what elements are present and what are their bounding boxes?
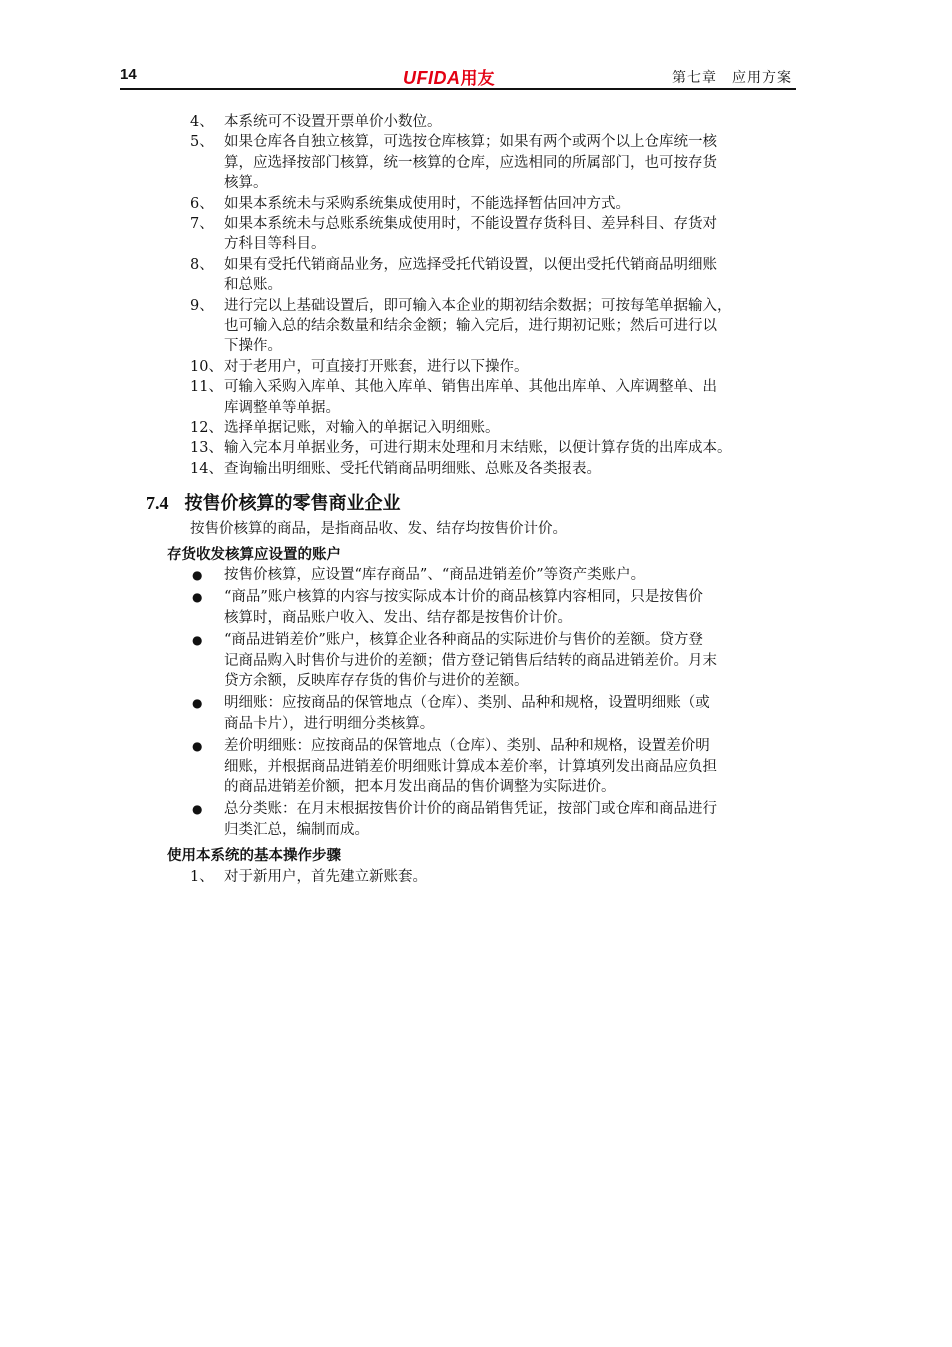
bullet-text: 的商品进销差价额，把本月发出商品的售价调整为实际进价。 <box>224 779 616 795</box>
subheading-accounts: 存货收发核算应设置的账户 <box>167 545 341 563</box>
section-intro: 按售价核算的商品，是指商品收、发、结存均按售价计价。 <box>190 521 567 538</box>
list-item-text: 对于老用户，可直接打开账套，进行以下操作。 <box>224 358 529 375</box>
bullet-icon: ● <box>192 802 203 817</box>
brand-logo-en: UFIDA <box>403 68 461 88</box>
list-item-text: 算，应选择按部门核算，统一核算的仓库，应选相同的所属部门，也可按存货 <box>224 154 717 171</box>
bullet-icon: ● <box>192 590 203 605</box>
list-item-text: 进行完以上基础设置后，即可输入本企业的期初结余数据；可按每笔单据输入， <box>224 297 732 314</box>
list-item-text: 核算。 <box>224 175 268 192</box>
bullet-icon: ● <box>192 633 203 648</box>
list-item-text: 如果有受托代销商品业务，应选择受托代销设置，以便出受托代销商品明细账 <box>224 256 717 273</box>
bullet-text: 细账，并根据商品进销差价明细账计算成本差价率，计算填列发出商品应负担 <box>224 758 717 775</box>
list-item-number: 7、 <box>190 216 214 232</box>
bullet-icon: ● <box>192 568 203 582</box>
page-header <box>120 64 796 90</box>
bullet-text: 总分类账：在月末根据按售价计价的商品销售凭证，按部门或仓库和商品进行 <box>224 801 717 818</box>
list-item-number: 14、 <box>190 460 223 477</box>
list-item-text: 查询输出明细账、受托代销商品明细账、总账及各类报表。 <box>224 460 601 477</box>
list-item-text: 可输入采购入库单、其他入库单、销售出库单、其他出库单、入库调整单、出 <box>224 379 717 396</box>
section-number: 7.4 <box>146 493 169 514</box>
bullet-text: “商品进销差价”账户，核算企业各种商品的实际进价与售价的差额。贷方登 <box>224 632 703 649</box>
bullet-text: 贷方余额，反映库存存货的售价与进价的差额。 <box>224 673 529 689</box>
bullet-text: 商品卡片），进行明细分类核算。 <box>224 715 435 732</box>
list-item-text: 如果本系统未与采购系统集成使用时，不能选择暂估回冲方式。 <box>224 195 630 212</box>
list-item-number: 6、 <box>190 195 214 212</box>
list-item-text: 对于新用户，首先建立新账套。 <box>224 868 427 885</box>
bullet-text: 记商品购入时售价与进价的差额；借方登记销售后结转的商品进销差价。月末 <box>224 652 717 669</box>
list-item-text: 和总账。 <box>224 277 282 294</box>
bullet-text: 明细账：应按商品的保管地点（仓库）、类别、品种和规格，设置明细账（或 <box>224 695 710 712</box>
list-item-number: 13、 <box>190 440 223 457</box>
subheading-steps: 使用本系统的基本操作步骤 <box>167 847 341 865</box>
brand-logo-cn: 用友 <box>460 69 495 88</box>
list-item-text: 如果仓库各自独立核算，可选按仓库核算；如果有两个或两个以上仓库统一核 <box>224 134 717 151</box>
list-item-number: 9、 <box>190 297 214 314</box>
bullet-icon: ● <box>192 739 203 754</box>
list-item-number: 5、 <box>190 134 214 151</box>
list-item-text: 选择单据记账，对输入的单据记入明细账。 <box>224 420 500 436</box>
bullet-text: 归类汇总，编制而成。 <box>224 821 369 838</box>
section-heading <box>146 489 401 515</box>
section-title: 按售价核算的零售商业企业 <box>184 493 401 515</box>
list-item-text: 方科目等科目。 <box>224 236 326 253</box>
list-item-number: 8、 <box>190 256 214 273</box>
list-item-text: 也可输入总的结余数量和结余金额；输入完后，进行期初记账；然后可进行以 <box>224 318 717 334</box>
bullet-text: 核算时，商品账户收入、发出、结存都是按售价计价。 <box>224 609 572 626</box>
list-item-number: 1、 <box>190 868 214 885</box>
list-item-text: 输入完本月单据业务，可进行期末处理和月末结账，以便计算存货的出库成本。 <box>224 440 732 457</box>
list-item-number: 12、 <box>190 420 223 436</box>
list-item-text: 库调整单等单据。 <box>224 399 340 416</box>
bullet-text: “商品”账户核算的内容与按实际成本计价的商品核算内容相同，只是按售价 <box>224 589 703 606</box>
list-item-text: 下操作。 <box>224 338 282 355</box>
header-rule <box>120 88 796 90</box>
chapter-title: 第七章 应用方案 <box>672 70 792 86</box>
list-item-text: 本系统可不设置开票单价小数位。 <box>224 114 442 130</box>
list-item-text: 如果本系统未与总账系统集成使用时，不能设置存货科目、差异科目、存货对 <box>224 216 717 232</box>
bullet-icon: ● <box>192 696 203 711</box>
page-number: 14 <box>120 66 137 83</box>
list-item-number: 10、 <box>190 358 223 375</box>
bullet-text: 按售价核算，应设置“库存商品”、“商品进销差价”等资产类账户。 <box>224 567 646 583</box>
brand-logo <box>403 64 495 89</box>
list-item-number: 11、 <box>190 379 223 396</box>
bullet-text: 差价明细账：应按商品的保管地点（仓库）、类别、品种和规格，设置差价明 <box>224 738 710 755</box>
list-item-number: 4、 <box>190 114 214 130</box>
